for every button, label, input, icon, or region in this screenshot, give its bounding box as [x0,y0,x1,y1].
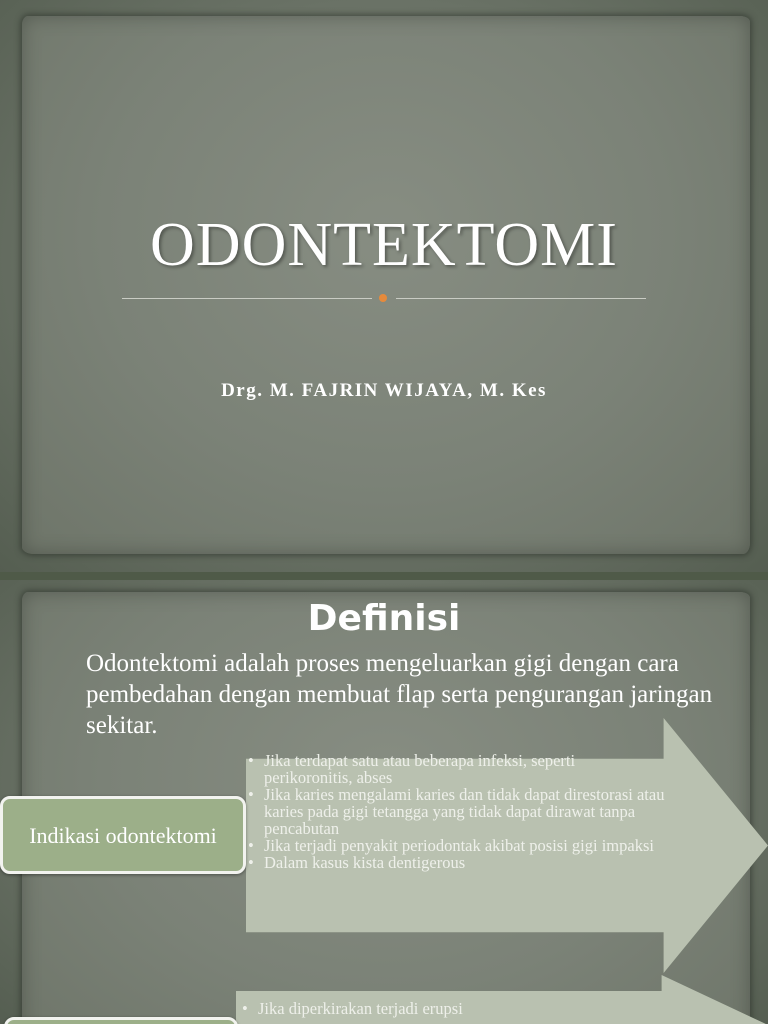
divider-left [122,298,372,299]
list-item: • Jika diperkirakan terjadi erupsi [240,1000,620,1017]
next-list [240,1000,620,1017]
indication-label: Indikasi odontektomi [0,796,246,874]
slide-title: ODONTEKTOMI [150,211,618,279]
list-item: • Jika karies mengalami karies dan tidak dapat direstorasi atau karies pada gigi tetangga yang tidak dapat dirawat tanpa pencabutan [246,786,666,837]
definition-text: Odontektomi adalah proses mengeluarkan gigi dengan cara pembedahan dengan membuat flap serta pengurangan jaringan sekitar. [86,650,713,739]
author-name: Drg. M. FAJRIN WIJAYA, M. Kes [221,380,547,401]
indication-list [246,752,666,871]
paper-background [22,16,750,554]
definition-slide [0,580,768,1024]
next-label [4,1017,238,1024]
divider-right [396,298,646,299]
definition-heading: Definisi [307,598,461,639]
list-item: • Jika terjadi penyakit periodontak akibat posisi gigi impaksi [246,837,666,854]
divider-dot [379,294,387,302]
list-item: • Dalam kasus kista dentigerous [246,854,666,871]
list-item: • Jika terdapat satu atau beberapa infeksi, seperti perikoronitis, abses [246,752,666,786]
